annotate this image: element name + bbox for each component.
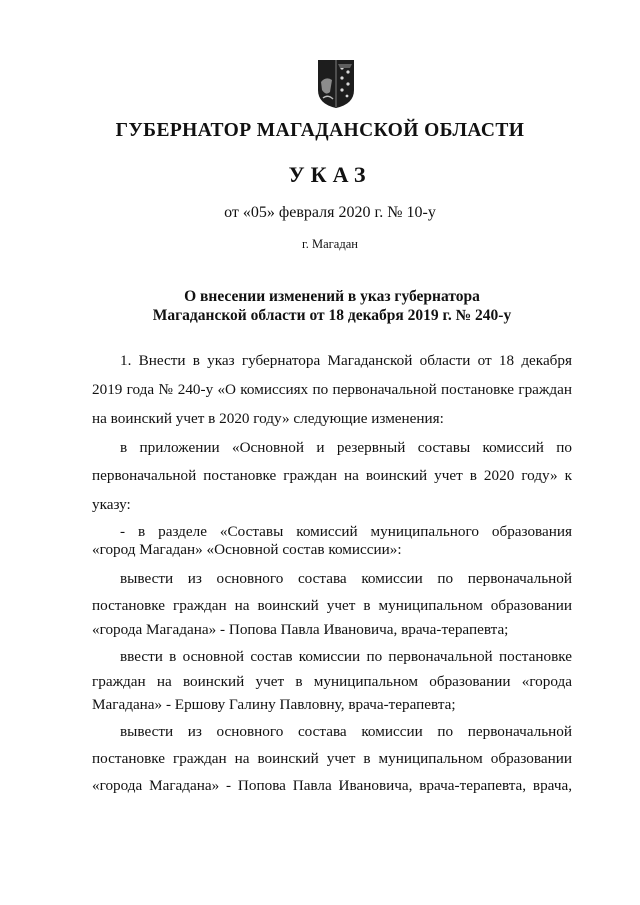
body-line: в приложении «Основной и резервный составы комиссий по: [120, 439, 572, 456]
body-line: 1. Внести в указ губернатора Магаданской области от 18 декабря: [120, 352, 572, 369]
body-line: на воинский учет в 2020 году» следующие изменения:: [92, 410, 444, 427]
document-date-number: от «05» февраля 2020 г. № 10-у: [224, 204, 436, 221]
body-line: «города Магадана» - Попова Павла Ивановича, врача-терапевта;: [92, 621, 509, 638]
body-line: граждан на воинский учет в муниципальном образовании «города: [92, 673, 572, 690]
document-subject: [0, 287, 640, 325]
body-line: ввести в основной состав комиссии по первоначальной постановке: [120, 648, 572, 665]
body-line: вывести из основного состава комиссии по первоначальной: [120, 723, 572, 740]
body-line: «города Магадана» - Попова Павла Ивановича, врача-терапевта, врача,: [92, 777, 572, 794]
body-line: постановке граждан на воинский учет в муниципальном образовании: [92, 750, 572, 767]
body-line: 2019 года № 240-у «О комиссиях по первоначальной постановке граждан: [92, 381, 572, 398]
body-line: вывести из основного состава комиссии по первоначальной: [120, 570, 572, 587]
issuer-title: ГУБЕРНАТОР МАГАДАНСКОЙ ОБЛАСТИ: [115, 120, 525, 141]
body-line: первоначальной постановке граждан на воинский учет в 2020 году» к: [92, 467, 572, 484]
coat-of-arms-icon: [316, 58, 356, 110]
body-line: - в разделе «Составы комиссий муниципального образования: [120, 523, 572, 540]
document-kind: УКАЗ: [288, 162, 372, 187]
body-line: указу:: [92, 496, 131, 513]
subject-line: О внесении изменений в указ губернатора: [184, 288, 480, 305]
body-line: «город Магадан» «Основной состав комиссии»:: [92, 541, 402, 558]
body-line: постановке граждан на воинский учет в муниципальном образовании: [92, 597, 572, 614]
body-line: Магадана» - Ершову Галину Павловну, врача-терапевта;: [92, 696, 456, 713]
document-city: г. Магадан: [302, 237, 358, 251]
subject-line: Магаданской области от 18 декабря 2019 г. № 240-у: [152, 307, 512, 324]
